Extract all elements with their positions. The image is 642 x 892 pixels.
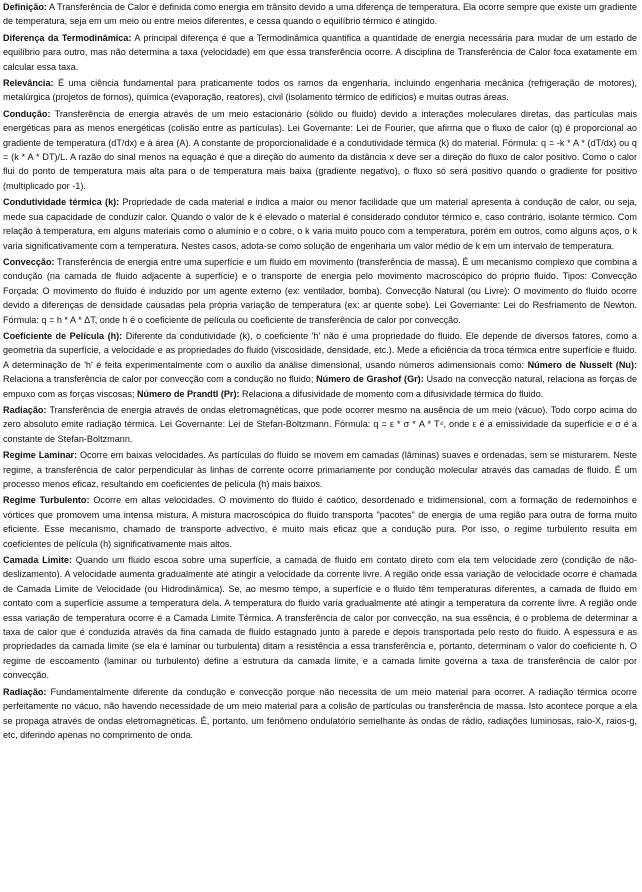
inline-term: Número de Prandtl (Pr): <box>136 388 240 399</box>
paragraph <box>3 448 637 491</box>
paragraph-text: Transferência de energia através de ondas eletromagnéticas, que pode ocorrer mesmo na ausência de um meio (vácuo). Todo corpo acima do zero absoluto emite radiação térmica. Lei Governante: Lei de Stefan-Boltzmann. Fórmula: q = ε * σ * A * T⁴, onde ε é a emissividade da superfície e σ é a constante de Stefan-Boltzmann. <box>3 404 637 444</box>
paragraph <box>3 493 637 551</box>
paragraph-term: Definição: <box>3 2 47 12</box>
paragraph-text: Ocorre em baixas velocidades. As partículas do fluido se movem em camadas (lâminas) suaves e ordenadas, sem se misturarem. Neste regime, a transferência de calor perpendicular às linhas de corrente ocorre primariamente por condução molecular através das camadas de fluido. É um processo menos eficaz, resultando em coeficientes de película (h) mais baixos. <box>3 450 637 489</box>
inline-term: Número de Nusselt (Nu): <box>527 359 638 370</box>
paragraph-text: A principal diferença é que a Termodinâmica quantifica a quantidade de energia necessária para mudar de um estado de equilíbrio para outro, mas não determina a taxa (velocidade) em que essa transferência ocorre. A disciplina de Transferência de Calor foca exatamente em calcular essa taxa. <box>3 32 637 72</box>
paragraph-text: A Transferência de Calor é definida como energia em trânsito devido a uma diferença de temperatura. Ela ocorre sempre que existe um gradiente de temperatura, seja em um meio ou entre meios diferentes, e cessa quando o equilíbrio térmico é atingido. <box>3 2 637 27</box>
paragraph-term: Relevância: <box>3 78 54 89</box>
paragraph-term: Radiação: <box>3 404 47 415</box>
paragraph <box>3 76 637 105</box>
paragraph-term: Condutividade térmica (k): <box>3 197 120 208</box>
paragraph-text: Fundamentalmente diferente da condução e convecção porque não necessita de um meio material para ocorrer. A radiação térmica ocorre perfeitamente no vácuo, não havendo necessidade de um meio material para a colisão de partículas ou transferência de massa. Isto acontece porque a ela se propaga através de ondas eletromagnéticas. É, portanto, um fenômeno ondulatório semelhante às ondas de rádio, radiações luminosas, raio-X, raios-g, etc, diferindo apenas no comprimento de onda. <box>3 686 637 740</box>
paragraph-text: Relaciona a transferência de calor por convecção com a condução no fluido; <box>3 374 317 385</box>
paragraph-term: Coeficiente de Película (h): <box>3 330 123 341</box>
paragraph-text: Relaciona a difusividade de momento com a difusividade térmica do fluido. <box>239 388 544 399</box>
paragraph <box>3 685 637 743</box>
paragraph <box>3 0 637 29</box>
inline-term: Número de Grashof (Gr): <box>316 374 424 385</box>
paragraph <box>3 195 637 253</box>
paragraph-text: É uma ciência fundamental para praticamente todos os ramos da engenharia, incluindo engenharia mecânica (refrigeração de motores), metalúrgica (projetos de fornos), química (evaporação, reatores), civil (isolamento térmico de edifícios) e muitas outras áreas. <box>3 78 637 103</box>
paragraph-text: Ocorre em altas velocidades. O movimento do fluido é caótico, desordenado e tridimensional, com a formação de redemoinhos e vórtices que promovem uma intensa mistura. A mistura macroscópica do fluido transporta "pacotes" de energia de uma região para outra de forma muito eficiente. Esse mecanismo, chamado de transporte advectivo, é muito mais eficaz que a condução pura. Por isso, o regime turbulento resulta em coeficientes de película (h) significativamente mais altos. <box>3 495 637 549</box>
paragraph-term: Regime Laminar: <box>3 450 78 461</box>
paragraph-text: Propriedade de cada material e indica a maior ou menor facilidade que um material apresenta à condução de calor, ou seja, mede sua capacidade de conduzir calor. Quando o valor de k é elevado o material é considerado condutor térmico e, caso contrário, isolante térmico. Com relação à temperatura, em alguns materiais como o alumínio e o cobre, o k varia muito pouco com a temperatura, porém em outros, como alguns aços, o k varia significativamente com a temperatura. Nestes casos, adota-se como solução de engenharia um valor médio de k em um intervalo de temperatura. <box>3 197 637 251</box>
paragraph <box>3 403 637 446</box>
paragraph-term: Convecção: <box>3 256 55 267</box>
paragraph-text: Usado na convecção natural, relaciona as forças de empuxo com as forças viscosas; <box>3 374 638 399</box>
paragraph-text: Diferente da condutividade (k), o coeficiente 'h' não é uma propriedade do fluido. Ele depende de diversos fatores, como a geometria da superfície, a velocidade e as propriedades do fluido (viscosidade, densidade, etc.). Mede a eficiência da troca térmica entre superfície e fluido. A determinação de 'h' é feita experimentalmente com o auxílio da análise dimensional, usando números adimensionais como: <box>3 330 637 370</box>
paragraph-term: Radiação: <box>3 686 47 697</box>
paragraph-term: Regime Turbulento: <box>3 495 90 506</box>
paragraph <box>3 329 637 401</box>
paragraph <box>3 255 637 327</box>
paragraph-term: Diferença da Termodinâmica: <box>3 32 132 43</box>
paragraph-term: Condução: <box>3 108 51 119</box>
paragraph-term: Camada Limite: <box>3 555 72 566</box>
paragraph <box>3 553 637 683</box>
paragraph-text: Transferência de energia entre uma superfície e um fluido em movimento (transferência de massa). É um mecanismo complexo que combina a condução (na camada de fluido adjacente à superfície) e o transporte de energia pelo movimento macroscópico do próprio fluido. Tipos: Convecção Forçada: O movimento do fluido é induzido por um agente externo (ex: ventilador, bomba). Convecção Natural (ou Livre): O movimento do fluido ocorre devido a diferenças de densidade causadas pela própria variação de temperatura (ex: ar quente sobe). Lei Governante: Lei do Resfriamento de Newton. Fórmula: q = h * A * ΔT, onde h é o coeficiente de película ou coeficiente de transferência de calor por convecção. <box>3 256 637 325</box>
paragraph-text: Quando um fluido escoa sobre uma superfície, a camada de fluido em contato direto com ela tem velocidade zero (condição de não-deslizamento). A velocidade aumenta gradualmente até atingir a velocidade da corrente livre. A região onde essa variação de velocidade ocorre é chamada de Camada Limite de Velocidade (ou Hidrodinâmica). Se, ao mesmo tempo, a superfície e o fluido têm temperaturas diferentes, a camada de fluido em contato com a superfície assume a temperatura dela. A temperatura do fluido varia gradualmente até atingir a temperatura da corrente livre. A região onde essa variação de temperatura ocorre é a Camada Limite Térmica. A transferência de calor por convecção, na sua essência, é o problema de determinar a taxa de calor que é conduzida através da fina camada de fluido estagnado junto à parede e depois transportada pelo resto do fluido. A espessura e as propriedades da camada limite (se ela é laminar ou turbulenta) ditam a resistência a essa transferência e, portanto, determinam o valor do coeficiente h. O regime de escoamento (laminar ou turbulento) define a estrutura da camada limite, e a camada limite governa a taxa de transferência de calor por convecção. <box>3 555 637 681</box>
paragraph <box>3 107 637 193</box>
paragraph <box>3 31 637 74</box>
paragraph-text: Transferência de energia através de um meio estacionário (sólido ou fluido) devido a interações moleculares diretas, das partículas mais energéticas para as menos energéticas (colisão entre as partículas). Lei Governante: Lei de Fourier, que afirma que o fluxo de calor (q) é proporcional ao gradiente de temperatura (dT/dx) e à área (A). A constante de proporcionalidade é a condutividade térmica (k) do material. Fórmula: q = -k * A * (dT/dx) ou q = (k * A * DT)/L. A razão do sinal menos na equação é que a direção do aumento da distância x deve ser a direção do fluxo de calor positivo. Como o calor flui do ponto de temperatura mais alta para o de temperatura mais baixa (gradiente negativo), o fluxo só será positivo quando o gradiente for positivo (multiplicado por -1). <box>3 108 637 191</box>
